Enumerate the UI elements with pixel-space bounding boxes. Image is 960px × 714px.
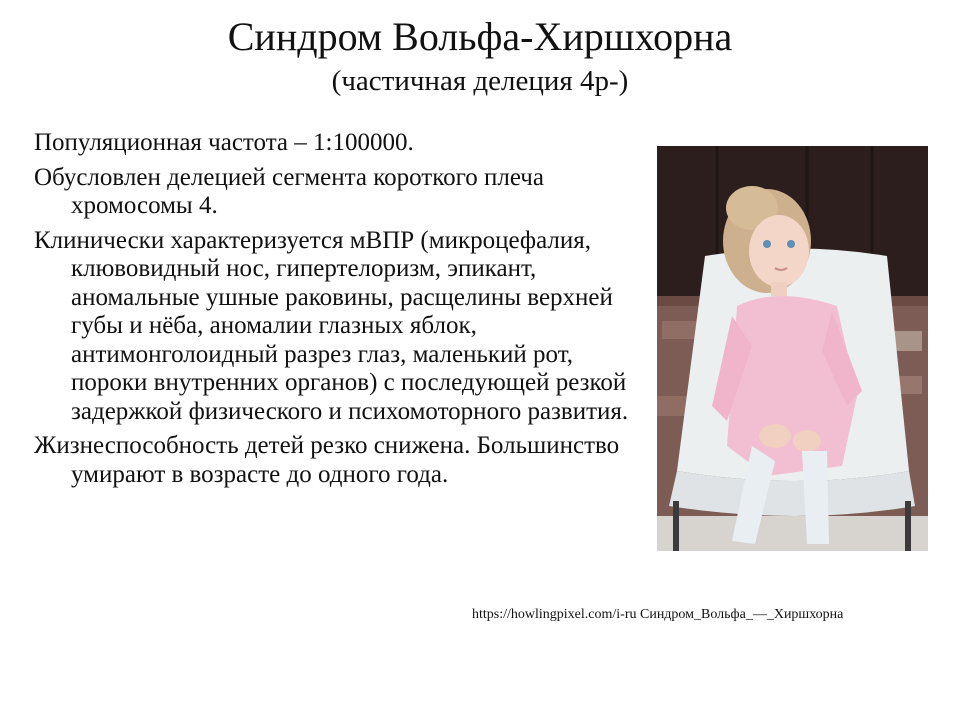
photo-of-girl-on-white-chair-icon — [657, 146, 928, 551]
slide-subtitle: (частичная делеция 4р-) — [331, 65, 629, 97]
bullet-viability: Жизнеспособность детей резко снижена. Большинство умирают в возрасте до одного года. — [34, 432, 620, 488]
source-link: https://howlingpixel.com/i-ru Синдром_Вольфа_—_Хиршхорна — [472, 607, 844, 622]
bullet-frequency: Популяционная частота – 1:100000. — [34, 129, 414, 156]
bullet-list — [34, 129, 644, 495]
patient-photo — [657, 146, 928, 551]
slide-title: Синдром Вольфа-Хиршхорна — [227, 14, 733, 59]
bullet-clinical: Клинически характеризуется мВПР (микроцефалия, клювовидный нос, гипертелоризм, эпикант, аномальные ушные раковины, расщелины верхней губы и нёба, аномалии глазных яблок, антимонголоидный разрез глаз, маленький рот, пороки внутренних органов) с последующей резкой задержкой физического и психомоторного развития. — [34, 226, 629, 425]
bullet-cause: Обусловлен делецией сегмента короткого плеча хромосомы 4. — [34, 163, 544, 219]
